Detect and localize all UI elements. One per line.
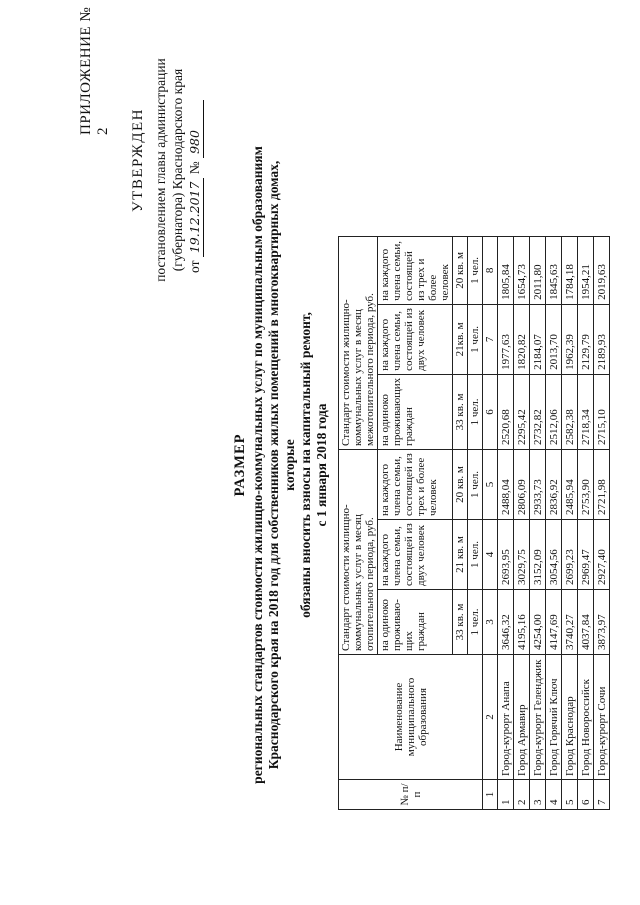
row-value: 2582,38 <box>562 374 578 449</box>
row-value: 2512,06 <box>546 374 562 449</box>
approved-label: УТВЕРЖДЕН <box>130 108 146 212</box>
row-value: 1962,39 <box>562 304 578 374</box>
row-name: Город Краснодар <box>562 655 578 780</box>
title-line-4: обязаны вносить взносы на капитальный ремонт, <box>298 312 313 618</box>
column-number-row <box>483 236 498 809</box>
table-row <box>498 236 514 809</box>
row-value: 2693,95 <box>498 520 514 590</box>
row-value: 1654,73 <box>514 236 530 304</box>
table-row <box>514 236 530 809</box>
from-label: от <box>187 260 202 273</box>
table-row <box>562 236 578 809</box>
row-no: 3 <box>530 780 546 810</box>
row-value: 2969,47 <box>578 520 594 590</box>
title-line-1: РАЗМЕР <box>232 433 248 497</box>
row-name: Город-курорт Геленджик <box>530 655 546 780</box>
col-number: 4 <box>483 520 498 590</box>
col-number: 6 <box>483 374 498 449</box>
area-20-nonheating: 20 кв. м <box>453 236 468 304</box>
row-value: 2129,79 <box>578 304 594 374</box>
row-value: 4037,84 <box>578 590 594 655</box>
row-value: 2836,92 <box>546 450 562 520</box>
handwritten-date: 19.12.2017 <box>186 178 204 258</box>
row-value: 4254,00 <box>530 590 546 655</box>
row-value: 2732,82 <box>530 374 546 449</box>
header-single-nonheating: на одиноко проживающих граждан <box>378 374 453 449</box>
row-value: 2295,42 <box>514 374 530 449</box>
row-value: 3054,56 <box>546 520 562 590</box>
row-value: 2488,04 <box>498 450 514 520</box>
row-value: 2753,90 <box>578 450 594 520</box>
standards-table <box>338 236 610 810</box>
approval-basis <box>152 25 204 315</box>
appendix-label: ПРИЛОЖЕНИЕ № 2 <box>78 6 111 135</box>
row-value: 2718,34 <box>578 374 594 449</box>
row-value: 2933,73 <box>530 450 546 520</box>
row-value: 4195,16 <box>514 590 530 655</box>
row-value: 2520,68 <box>498 374 514 449</box>
area-33-nonheating: 33 кв. м <box>453 374 468 449</box>
basis-line-2: (губернатора) Краснодарского края <box>170 68 185 272</box>
header-heating-period: Стандарт стоимости жилищно-коммунальных услуг в месяц отопительного периода, руб. <box>339 450 378 655</box>
row-value: 2721,98 <box>594 450 610 520</box>
header-name: Наименование муниципального образования <box>339 655 483 780</box>
header-two-heating: на каждого члена семьи, состоящей из двух человек <box>378 520 453 590</box>
col-number: 3 <box>483 590 498 655</box>
row-value: 1977,63 <box>498 304 514 374</box>
table-row <box>578 236 594 809</box>
header-single-heating: на одиноко проживаю-щих граждан <box>378 590 453 655</box>
person-2: 1 чел. <box>468 520 483 590</box>
row-value: 4147,69 <box>546 590 562 655</box>
row-value: 2927,40 <box>594 520 610 590</box>
row-value: 3646,32 <box>498 590 514 655</box>
area-21-nonheating: 21кв. м <box>453 304 468 374</box>
row-no: 4 <box>546 780 562 810</box>
title-line-5: с 1 января 2018 года <box>314 403 329 527</box>
row-value: 2019,63 <box>594 236 610 304</box>
row-value: 3873,97 <box>594 590 610 655</box>
title-line-2: региональных стандартов стоимости жилищно-коммунальных услуг по муниципальным образованиям <box>250 146 265 784</box>
table-row <box>594 236 610 809</box>
row-value: 1805,84 <box>498 236 514 304</box>
row-name: Город Армавир <box>514 655 530 780</box>
basis-line-3 <box>186 25 204 315</box>
header-two-nonheating: на каждого члена семьи, состоящей из двух человек <box>378 304 453 374</box>
row-value: 1820,82 <box>514 304 530 374</box>
basis-line-1: постановлением главы администрации <box>153 58 168 282</box>
col-number: 1 <box>483 780 498 810</box>
row-value: 2699,23 <box>562 520 578 590</box>
header-no: № п/п <box>339 780 483 810</box>
row-value: 2184,07 <box>530 304 546 374</box>
header-nonheating-period: Стандарт стоимости жилищно-коммунальных услуг в месяц межотопительного периода, руб. <box>339 236 378 449</box>
row-name: Город-курорт Сочи <box>594 655 610 780</box>
col-number: 5 <box>483 450 498 520</box>
col-number: 8 <box>483 236 498 304</box>
header-row-group <box>339 236 378 809</box>
area-33-heating: 33 кв. м <box>453 590 468 655</box>
col-number: 2 <box>483 655 498 780</box>
table-row <box>530 236 546 809</box>
row-name: Город Горячий Ключ <box>546 655 562 780</box>
person-5: 1 чел. <box>468 304 483 374</box>
number-label: № <box>187 161 202 175</box>
person-3: 1 чел. <box>468 450 483 520</box>
person-1: 1 чел. <box>468 590 483 655</box>
document-title <box>232 145 330 785</box>
row-value: 1845,63 <box>546 236 562 304</box>
area-20-heating: 20 кв. м <box>453 450 468 520</box>
row-no: 5 <box>562 780 578 810</box>
row-value: 3740,27 <box>562 590 578 655</box>
row-value: 2013,70 <box>546 304 562 374</box>
row-name: Город-курорт Анапа <box>498 655 514 780</box>
table-row <box>546 236 562 809</box>
row-value: 2485,94 <box>562 450 578 520</box>
header-three-nonheating: на каждого члена семьи, состоящей из трех и более человек <box>378 236 453 304</box>
person-4: 1 чел. <box>468 374 483 449</box>
row-no: 2 <box>514 780 530 810</box>
row-value: 3029,75 <box>514 520 530 590</box>
handwritten-number: 980 <box>186 100 204 158</box>
row-value: 3152,09 <box>530 520 546 590</box>
header-three-heating: на каждого члена семьи, состоящей из трех и более человек <box>378 450 453 520</box>
row-no: 7 <box>594 780 610 810</box>
row-value: 2806,09 <box>514 450 530 520</box>
row-no: 1 <box>498 780 514 810</box>
row-value: 2011,80 <box>530 236 546 304</box>
row-value: 2189,93 <box>594 304 610 374</box>
title-line-3: Краснодарского края на 2018 год для собственников жилых помещений в многоквартирных домах, которые <box>266 160 297 770</box>
row-no: 6 <box>578 780 594 810</box>
row-value: 2715,10 <box>594 374 610 449</box>
area-21-heating: 21 кв. м <box>453 520 468 590</box>
row-value: 1784,18 <box>562 236 578 304</box>
person-6: 1 чел. <box>468 236 483 304</box>
row-value: 1954,21 <box>578 236 594 304</box>
col-number: 7 <box>483 304 498 374</box>
row-name: Город Новороссийск <box>578 655 594 780</box>
